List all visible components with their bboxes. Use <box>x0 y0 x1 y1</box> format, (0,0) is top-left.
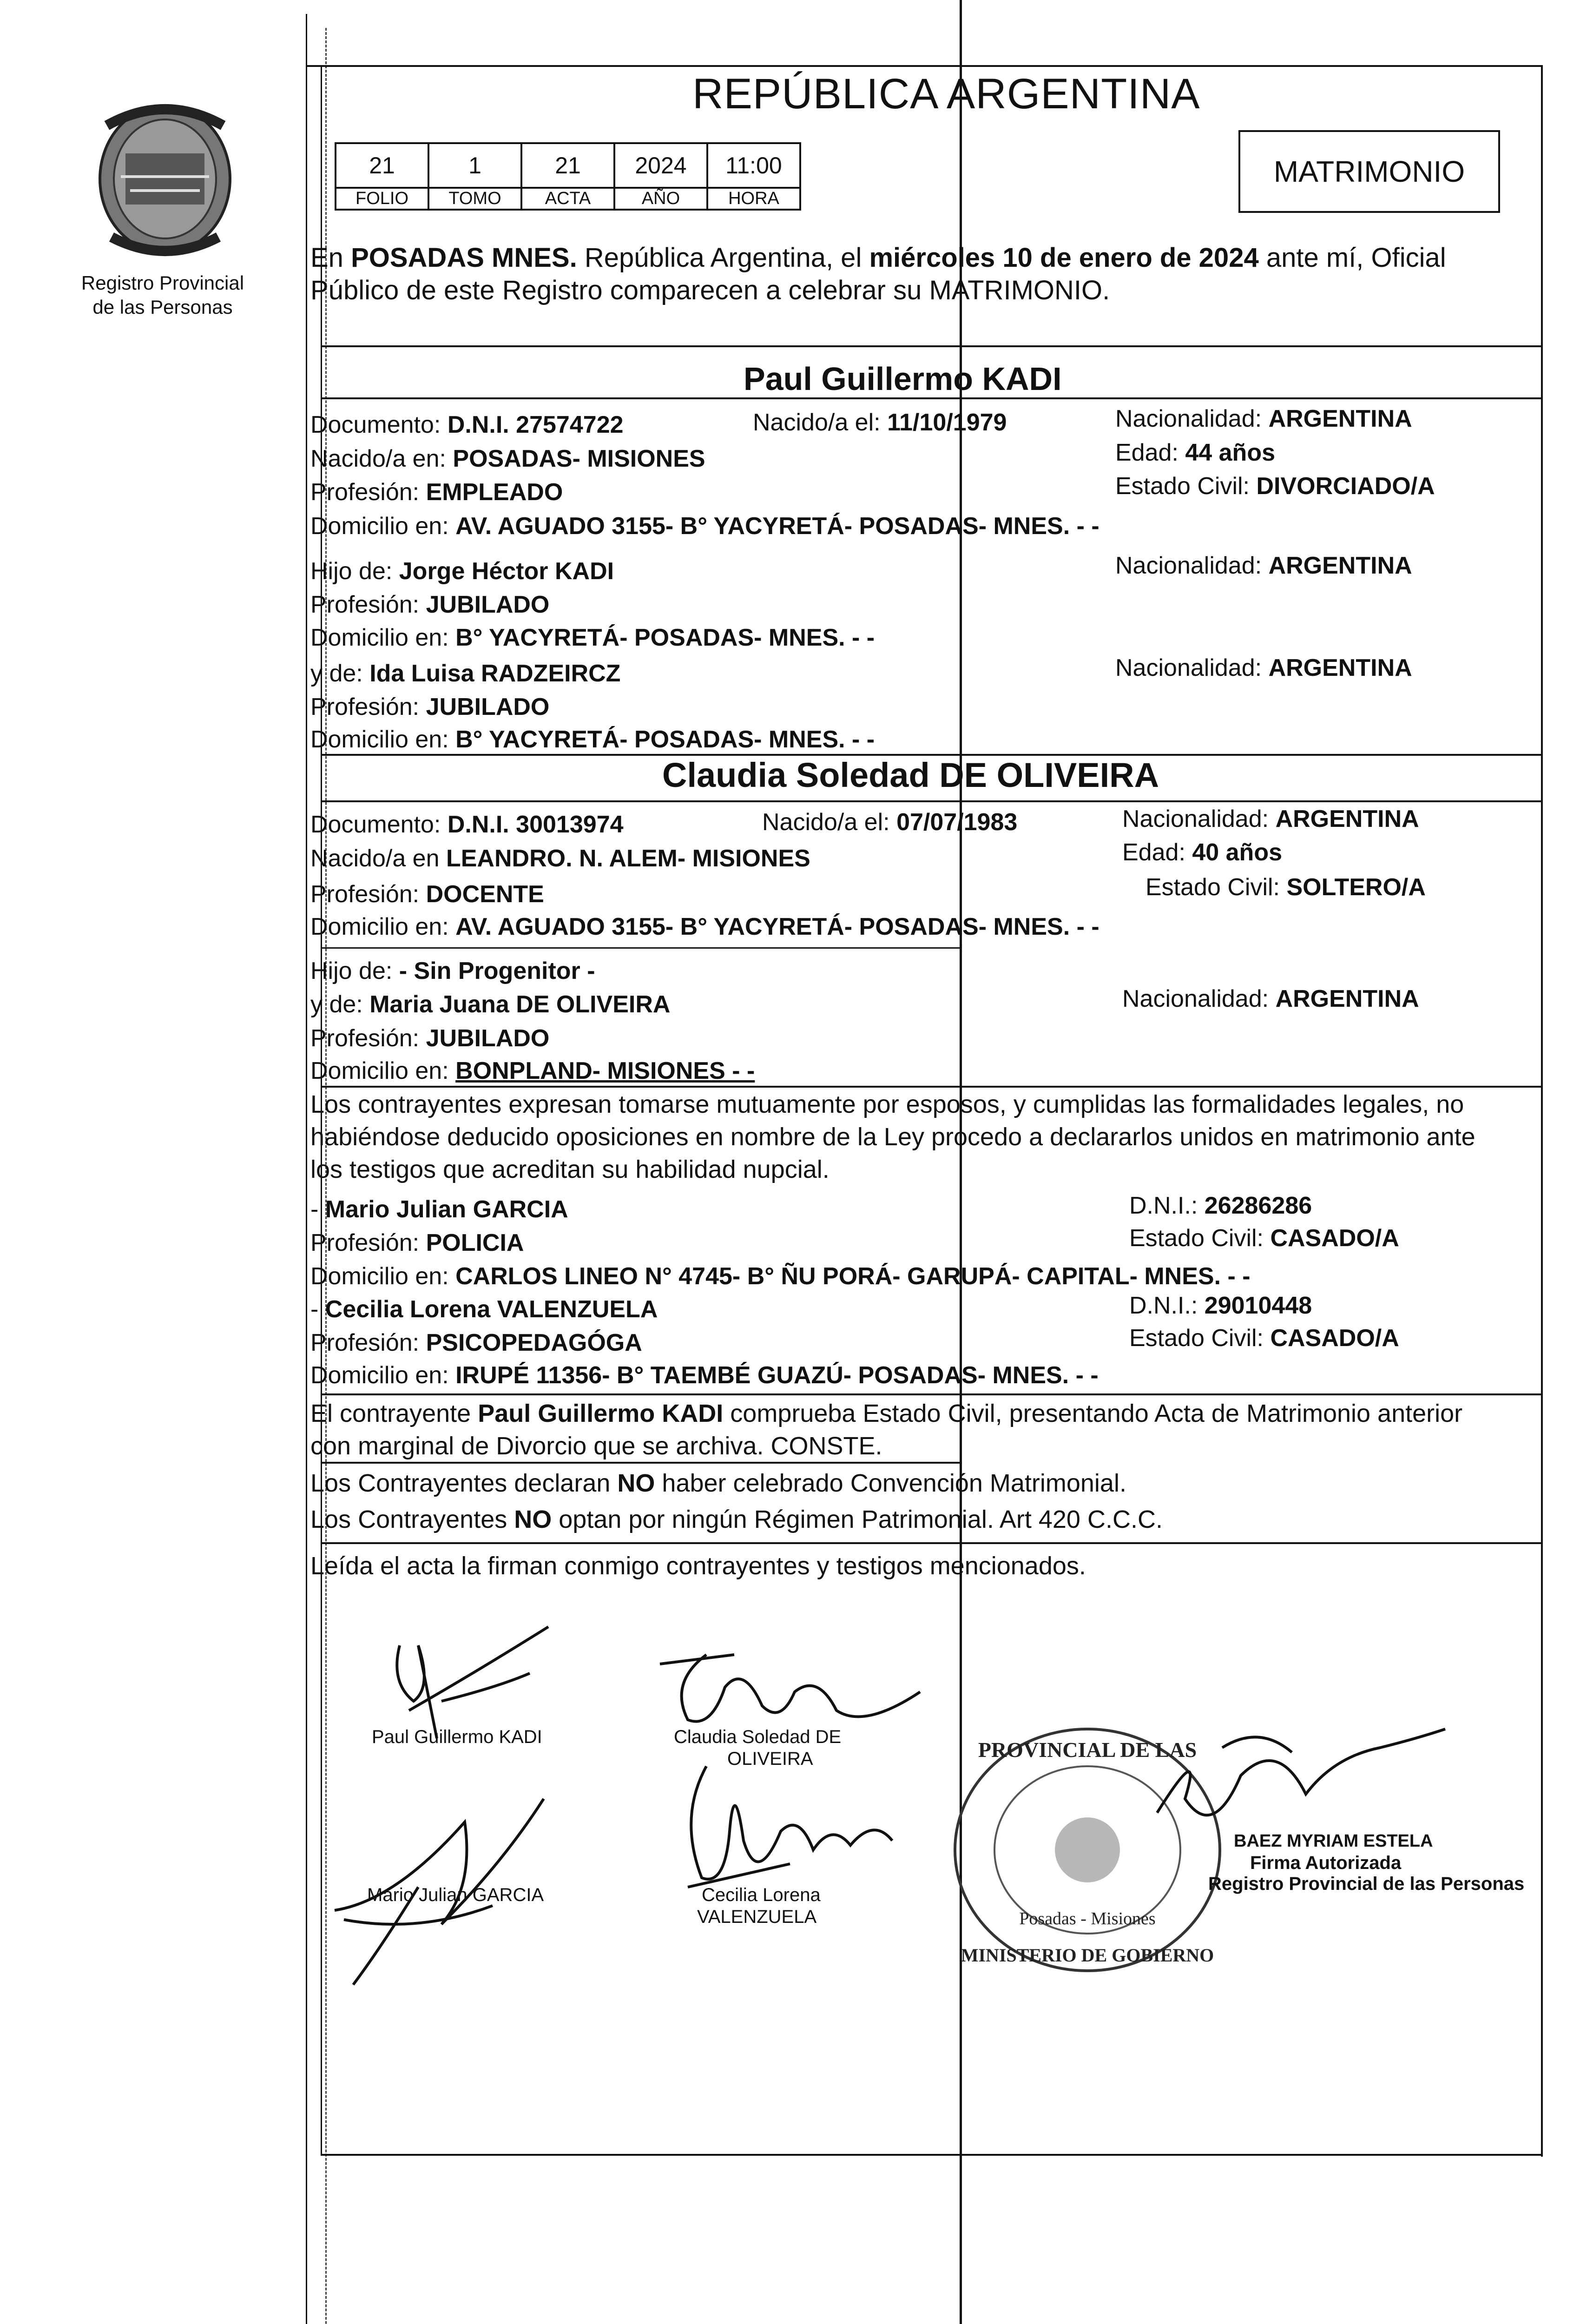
witness2-signature-label-2: VALENZUELA <box>697 1907 817 1927</box>
spouse1-mother-domicilio <box>310 726 875 754</box>
declaration-line2: habiéndose deducido oposiciones en nombre de la Ley procedo a declararlos unidos en matrimonio ante <box>310 1123 1475 1151</box>
value: BONPLAND- MISIONES - - <box>455 1057 755 1084</box>
label: Nacionalidad: <box>1115 405 1262 432</box>
value: 29010448 <box>1204 1292 1312 1319</box>
witness1-estado-civil <box>1129 1225 1399 1253</box>
rule-regimen-bottom <box>321 1542 1543 1544</box>
witness1-signature-label: Mario Julian GARCIA <box>367 1885 544 1905</box>
witness2-estado-civil <box>1129 1325 1399 1353</box>
tomo-value: 1 <box>428 143 521 188</box>
label: Estado Civil: <box>1146 874 1280 901</box>
value: 40 años <box>1192 839 1282 866</box>
label: Estado Civil: <box>1115 473 1250 500</box>
spouse2-signature-label-2: OLIVEIRA <box>727 1749 813 1769</box>
value: ARGENTINA <box>1275 805 1419 832</box>
spouse1-mother-nacionalidad <box>1115 654 1412 682</box>
value: ARGENTINA <box>1268 552 1412 579</box>
spouse2-mother-domicilio <box>310 1057 755 1085</box>
value: JUBILADO <box>426 1025 550 1052</box>
spouse2-profesion <box>310 881 544 909</box>
value: B° YACYRETÁ- POSADAS- MNES. - - <box>455 624 875 651</box>
intro-line2: Público de este Registro comparecen a celebrar su MATRIMONIO. <box>310 275 1110 305</box>
spouse1-documento <box>310 411 624 439</box>
left-frame-rule <box>306 14 307 2324</box>
regimen-line2 <box>310 1505 1163 1534</box>
folio-label: FOLIO <box>336 188 428 210</box>
value: D.N.I. 27574722 <box>447 411 624 438</box>
value: 07/07/1983 <box>896 809 1018 836</box>
value: PSICOPEDAGÓGA <box>426 1329 642 1356</box>
value: Ida Luisa RADZEIRCZ <box>369 660 621 687</box>
folio-value: 21 <box>336 143 428 188</box>
officer-office: Registro Provincial de las Personas <box>1208 1874 1525 1894</box>
intro-line1 <box>310 243 1446 274</box>
rule-spouse1-head <box>321 397 1543 399</box>
acta-label: ACTA <box>521 188 614 210</box>
value: 44 años <box>1185 439 1275 466</box>
value: SOLTERO/A <box>1286 874 1426 901</box>
frame-bottom <box>321 2154 1543 2156</box>
spouse1-mother-profesion <box>310 693 549 721</box>
text: Los Contrayentes <box>310 1505 514 1533</box>
no: NO <box>514 1505 552 1533</box>
value: LEANDRO. N. ALEM- MISIONES <box>446 845 810 872</box>
declaration-line3: los testigos que acreditan su habilidad nupcial. <box>310 1155 830 1183</box>
value: - Sin Progenitor - <box>399 957 595 984</box>
act-code-table <box>335 142 801 211</box>
spouse2-nacionalidad <box>1122 805 1419 833</box>
spouse2-signature-label-1: Claudia Soledad DE <box>674 1727 842 1747</box>
value: DIVORCIADO/A <box>1256 473 1435 500</box>
label: Nacionalidad: <box>1115 552 1262 579</box>
label: Domicilio en: <box>310 624 449 651</box>
officer-name: BAEZ MYRIAM ESTELA <box>1234 1831 1433 1851</box>
rule-spouse2-head <box>321 800 1543 802</box>
label: y de: <box>310 660 363 687</box>
value: Maria Juana DE OLIVEIRA <box>369 991 671 1018</box>
label: Nacido/a el: <box>753 409 881 436</box>
label: Domicilio en: <box>310 913 449 940</box>
text: comprueba Estado Civil, presentando Acta de Matrimonio anterior <box>723 1400 1463 1427</box>
value: JUBILADO <box>426 591 550 618</box>
value: POLICIA <box>426 1229 524 1256</box>
witness2-dni <box>1129 1292 1312 1320</box>
intro-place: POSADAS MNES. <box>351 243 577 273</box>
spouse2-documento <box>310 811 624 839</box>
intro-date: miércoles 10 de enero de 2024 <box>869 243 1259 273</box>
intro-text-c: ante mí, Oficial <box>1258 243 1446 273</box>
text: El contrayente <box>310 1400 478 1427</box>
rule-spouse2-mid <box>321 947 962 949</box>
intro-text-a: En <box>310 243 351 273</box>
officer-title: Firma Autorizada <box>1250 1853 1402 1873</box>
value: JUBILADO <box>426 693 550 720</box>
value: CASADO/A <box>1270 1325 1399 1352</box>
spouse2-nacido-en <box>310 845 810 873</box>
spouse1-mother <box>310 660 620 688</box>
spouse2-mother-profesion <box>310 1025 549 1053</box>
value: Mario Julian GARCIA <box>325 1196 568 1223</box>
witness1-name <box>310 1196 568 1224</box>
value: 26286286 <box>1204 1192 1312 1219</box>
label: Profesión: <box>310 881 420 908</box>
spouse1-father <box>310 558 614 586</box>
value: AV. AGUADO 3155- B° YACYRETÁ- POSADAS- MNES. - - <box>455 513 1099 540</box>
spouse2-domicilio <box>310 913 1099 941</box>
label: Domicilio en: <box>310 1362 449 1389</box>
label: Profesión: <box>310 591 420 618</box>
spouse2-edad <box>1122 839 1282 867</box>
witness2-signature-label-1: Cecilia Lorena <box>702 1885 821 1905</box>
spouse1-profesion <box>310 479 563 507</box>
spouse1-name: Paul Guillermo KADI <box>744 361 1062 397</box>
frame-top <box>307 65 1543 67</box>
witness1-domicilio <box>310 1263 1251 1291</box>
anio-label: AÑO <box>614 188 707 210</box>
spouse1-nacionalidad <box>1115 405 1412 433</box>
spouse2-mother-nacionalidad <box>1122 985 1419 1013</box>
value: EMPLEADO <box>426 479 563 506</box>
spouse1-estado-civil <box>1115 473 1435 501</box>
label: Edad: <box>1122 839 1185 866</box>
spouse1-edad <box>1115 439 1275 467</box>
value: Jorge Héctor KADI <box>399 558 614 585</box>
spouse2-estado-civil <box>1146 874 1426 902</box>
spouse1-domicilio <box>310 513 1099 541</box>
no: NO <box>617 1469 655 1497</box>
label: Nacionalidad: <box>1122 805 1269 832</box>
label: Domicilio en: <box>310 726 449 753</box>
hora-label: HORA <box>707 188 800 210</box>
text: optan por ningún Régimen Patrimonial. Art 420 C.C.C. <box>552 1505 1163 1533</box>
closing-line: Leída el acta la firman conmigo contrayentes y testigos mencionados. <box>310 1552 1086 1580</box>
label: Nacionalidad: <box>1122 985 1269 1012</box>
name: Paul Guillermo KADI <box>478 1400 724 1427</box>
label: Domicilio en: <box>310 1057 449 1084</box>
spouse1-father-profesion <box>310 591 549 619</box>
witness2-domicilio <box>310 1362 1099 1390</box>
witness1-dni <box>1129 1192 1312 1220</box>
value: DOCENTE <box>426 881 544 908</box>
label: Nacido/a en: <box>310 445 446 472</box>
label: Nacido/a el: <box>762 809 890 836</box>
value: ARGENTINA <box>1268 654 1412 681</box>
label: Domicilio en: <box>310 513 449 540</box>
label: D.N.I.: <box>1129 1292 1198 1319</box>
spouse2-father <box>310 957 595 985</box>
value: CARLOS LINEO N° 4745- B° ÑU PORÁ- GARUPÁ- CAPITAL- MNES. - - <box>455 1263 1251 1290</box>
regimen-line1 <box>310 1469 1126 1498</box>
hora-value: 11:00 <box>707 143 800 188</box>
value: B° YACYRETÁ- POSADAS- MNES. - - <box>455 726 875 753</box>
witness1-profesion <box>310 1229 524 1257</box>
prefix: - <box>310 1296 325 1323</box>
label: Profesión: <box>310 693 420 720</box>
value: D.N.I. 30013974 <box>447 811 624 838</box>
label: Edad: <box>1115 439 1178 466</box>
label: Estado Civil: <box>1129 1225 1264 1252</box>
frame-right <box>1541 65 1543 2157</box>
label: Nacionalidad: <box>1115 654 1262 681</box>
witness2-name <box>310 1296 658 1324</box>
prefix: - <box>310 1196 325 1223</box>
value: AV. AGUADO 3155- B° YACYRETÁ- POSADAS- MNES. - - <box>455 913 1099 940</box>
value: POSADAS- MISIONES <box>453 445 705 472</box>
spouse2-nacido-el <box>762 809 1017 837</box>
spouse2-mother <box>310 991 670 1019</box>
label: Profesión: <box>310 1025 420 1052</box>
label: Domicilio en: <box>310 1263 449 1290</box>
country-title: REPÚBLICA ARGENTINA <box>692 70 1200 118</box>
rule-witness-bottom <box>321 1393 1543 1395</box>
witness2-profesion <box>310 1329 642 1357</box>
svg-text:Posadas - Misiones: Posadas - Misiones <box>1019 1909 1156 1928</box>
tomo-label: TOMO <box>428 188 521 210</box>
spouse1-signature-label: Paul Guillermo KADI <box>372 1727 542 1747</box>
label: Documento: <box>310 411 441 438</box>
label: Documento: <box>310 811 441 838</box>
value: CASADO/A <box>1270 1225 1399 1252</box>
label: Hijo de: <box>310 558 393 585</box>
declaration-line1: Los contrayentes expresan tomarse mutuamente por esposos, y cumplidas las formalidades legales, no <box>310 1090 1464 1118</box>
rule-divorce-bottom <box>321 1462 962 1464</box>
spouse1-nacido-en <box>310 445 705 473</box>
spouse1-father-domicilio <box>310 624 875 652</box>
spouse2-name: Claudia Soledad DE OLIVEIRA <box>662 756 1159 794</box>
acta-value: 21 <box>521 143 614 188</box>
intro-text-b: República Argentina, el <box>577 243 869 273</box>
rule-spouse2-bottom <box>321 1086 1543 1088</box>
value: ARGENTINA <box>1275 985 1419 1012</box>
label: D.N.I.: <box>1129 1192 1198 1219</box>
divorce-note-line1 <box>310 1399 1462 1428</box>
label: Profesión: <box>310 479 420 506</box>
label: Hijo de: <box>310 957 393 984</box>
label: Profesión: <box>310 1229 420 1256</box>
act-type-box: MATRIMONIO <box>1238 130 1500 213</box>
province-logo <box>88 98 242 265</box>
text: haber celebrado Convención Matrimonial. <box>655 1469 1126 1497</box>
anio-value: 2024 <box>614 143 707 188</box>
registry-name-line1: Registro Provincial <box>81 272 244 294</box>
label: Estado Civil: <box>1129 1325 1264 1352</box>
registry-name-line2: de las Personas <box>92 296 233 318</box>
value: IRUPÉ 11356- B° TAEMBÉ GUAZÚ- POSADAS- MNES. - - <box>455 1362 1099 1389</box>
value: Cecilia Lorena VALENZUELA <box>325 1296 658 1323</box>
svg-text:MINISTERIO DE GOBIERNO: MINISTERIO DE GOBIERNO <box>961 1945 1214 1966</box>
divorce-note-line2: con marginal de Divorcio que se archiva. CONSTE. <box>310 1432 882 1460</box>
label: Nacido/a en <box>310 845 440 872</box>
value: ARGENTINA <box>1268 405 1412 432</box>
label: y de: <box>310 991 363 1018</box>
label: Profesión: <box>310 1329 420 1356</box>
rule-intro-bottom <box>321 345 1543 347</box>
spouse1-nacido-el <box>753 409 1007 437</box>
spouse1-father-nacionalidad <box>1115 552 1412 580</box>
text: Los Contrayentes declaran <box>310 1469 618 1497</box>
svg-text:PROVINCIAL DE LAS: PROVINCIAL DE LAS <box>978 1738 1197 1762</box>
value: 11/10/1979 <box>887 409 1007 436</box>
